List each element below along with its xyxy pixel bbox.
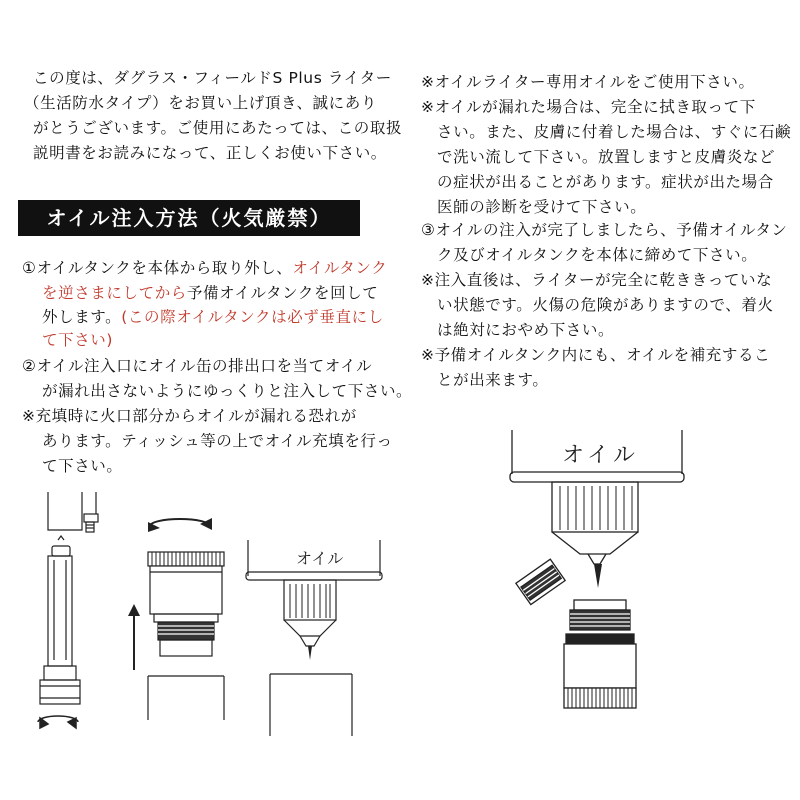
section-title: オイル注入方法（火気厳禁）	[46, 206, 332, 230]
intro-line-2: （生活防水タイプ）をお買い上げ頂き、誠にあり	[24, 94, 377, 112]
intro-line-1: この度は、ダグラス・フィールドS Plus ライター	[33, 69, 392, 87]
section-heading	[18, 200, 360, 236]
note-r-4: で洗い流して下さい。放置しますと皮膚炎など	[437, 148, 776, 166]
note-r-12: ※予備オイルタンク内にも、オイルを補充するこ	[421, 346, 771, 364]
intro-line-3: がとうございます。ご使用にあたっては、この取扱	[33, 119, 403, 137]
step2-line2: が漏れ出さないようにゆっくりと注入して下さい。	[42, 382, 413, 400]
step1-line2-b: 予備オイルタンクを回して	[186, 284, 379, 302]
tank-removal-diagram	[120, 510, 240, 740]
step1-line3	[42, 307, 384, 327]
oil-label-small: オイル	[296, 549, 344, 568]
intro-line-4: 説明書をお読みになって、正しくお使い下さい。	[33, 144, 387, 162]
step1-line4: て下さい)	[42, 331, 114, 349]
note1-line2: あります。ティッシュ等の上でオイル充填を行っ	[42, 432, 393, 450]
step2-line1: ②オイル注入口にオイル缶の排出口を当てオイル	[22, 357, 373, 375]
step1-line3-b: (この際オイルタンクは必ず垂直にし	[121, 308, 384, 326]
step1-line2	[42, 283, 378, 303]
note-r-9: ※注入直後は、ライターが完全に乾ききっていな	[421, 271, 773, 289]
note-r-13: とが出来ます。	[437, 371, 549, 389]
note-r-3: さい。また、皮膚に付着した場合は、すぐに石鹸	[437, 123, 792, 141]
step1-line2-a: を逆さまにしてから	[42, 284, 187, 302]
note-r-2: ※オイルが漏れた場合は、完全に拭き取って下	[421, 98, 756, 116]
note-r-10: い状態です。火傷の危険がありますので、着火	[437, 296, 774, 314]
oil-filling-large-diagram	[490, 430, 700, 720]
step1-line1-b: オイルタンク	[292, 259, 388, 277]
note-r-6: 医師の診断を受けて下さい。	[437, 198, 647, 216]
note-r-8: ク及びオイルタンクを本体に締めて下さい。	[437, 246, 758, 264]
oil-label-large: オイル	[562, 443, 639, 468]
note-r-5: の症状が出ることがあります。症状が出た場合	[437, 173, 774, 191]
note1-line3: て下さい。	[42, 457, 123, 475]
note-r-11: は絶対におやめ下さい。	[437, 321, 615, 339]
note-r-1: ※オイルライター専用オイルをご使用下さい。	[421, 73, 755, 91]
step1-line3-a: 外します。	[42, 308, 122, 326]
oil-filling-small-diagram	[240, 540, 390, 740]
step1-line1	[22, 258, 387, 278]
step1-line1-a: ①オイルタンクを本体から取り外し、	[22, 259, 293, 277]
lighter-insert-diagram	[0, 480, 120, 740]
note-r-7: ③オイルの注入が完了しましたら、予備オイルタン	[421, 221, 788, 239]
note1-line1: ※充填時に火口部分からオイルが漏れる恐れが	[22, 407, 357, 425]
